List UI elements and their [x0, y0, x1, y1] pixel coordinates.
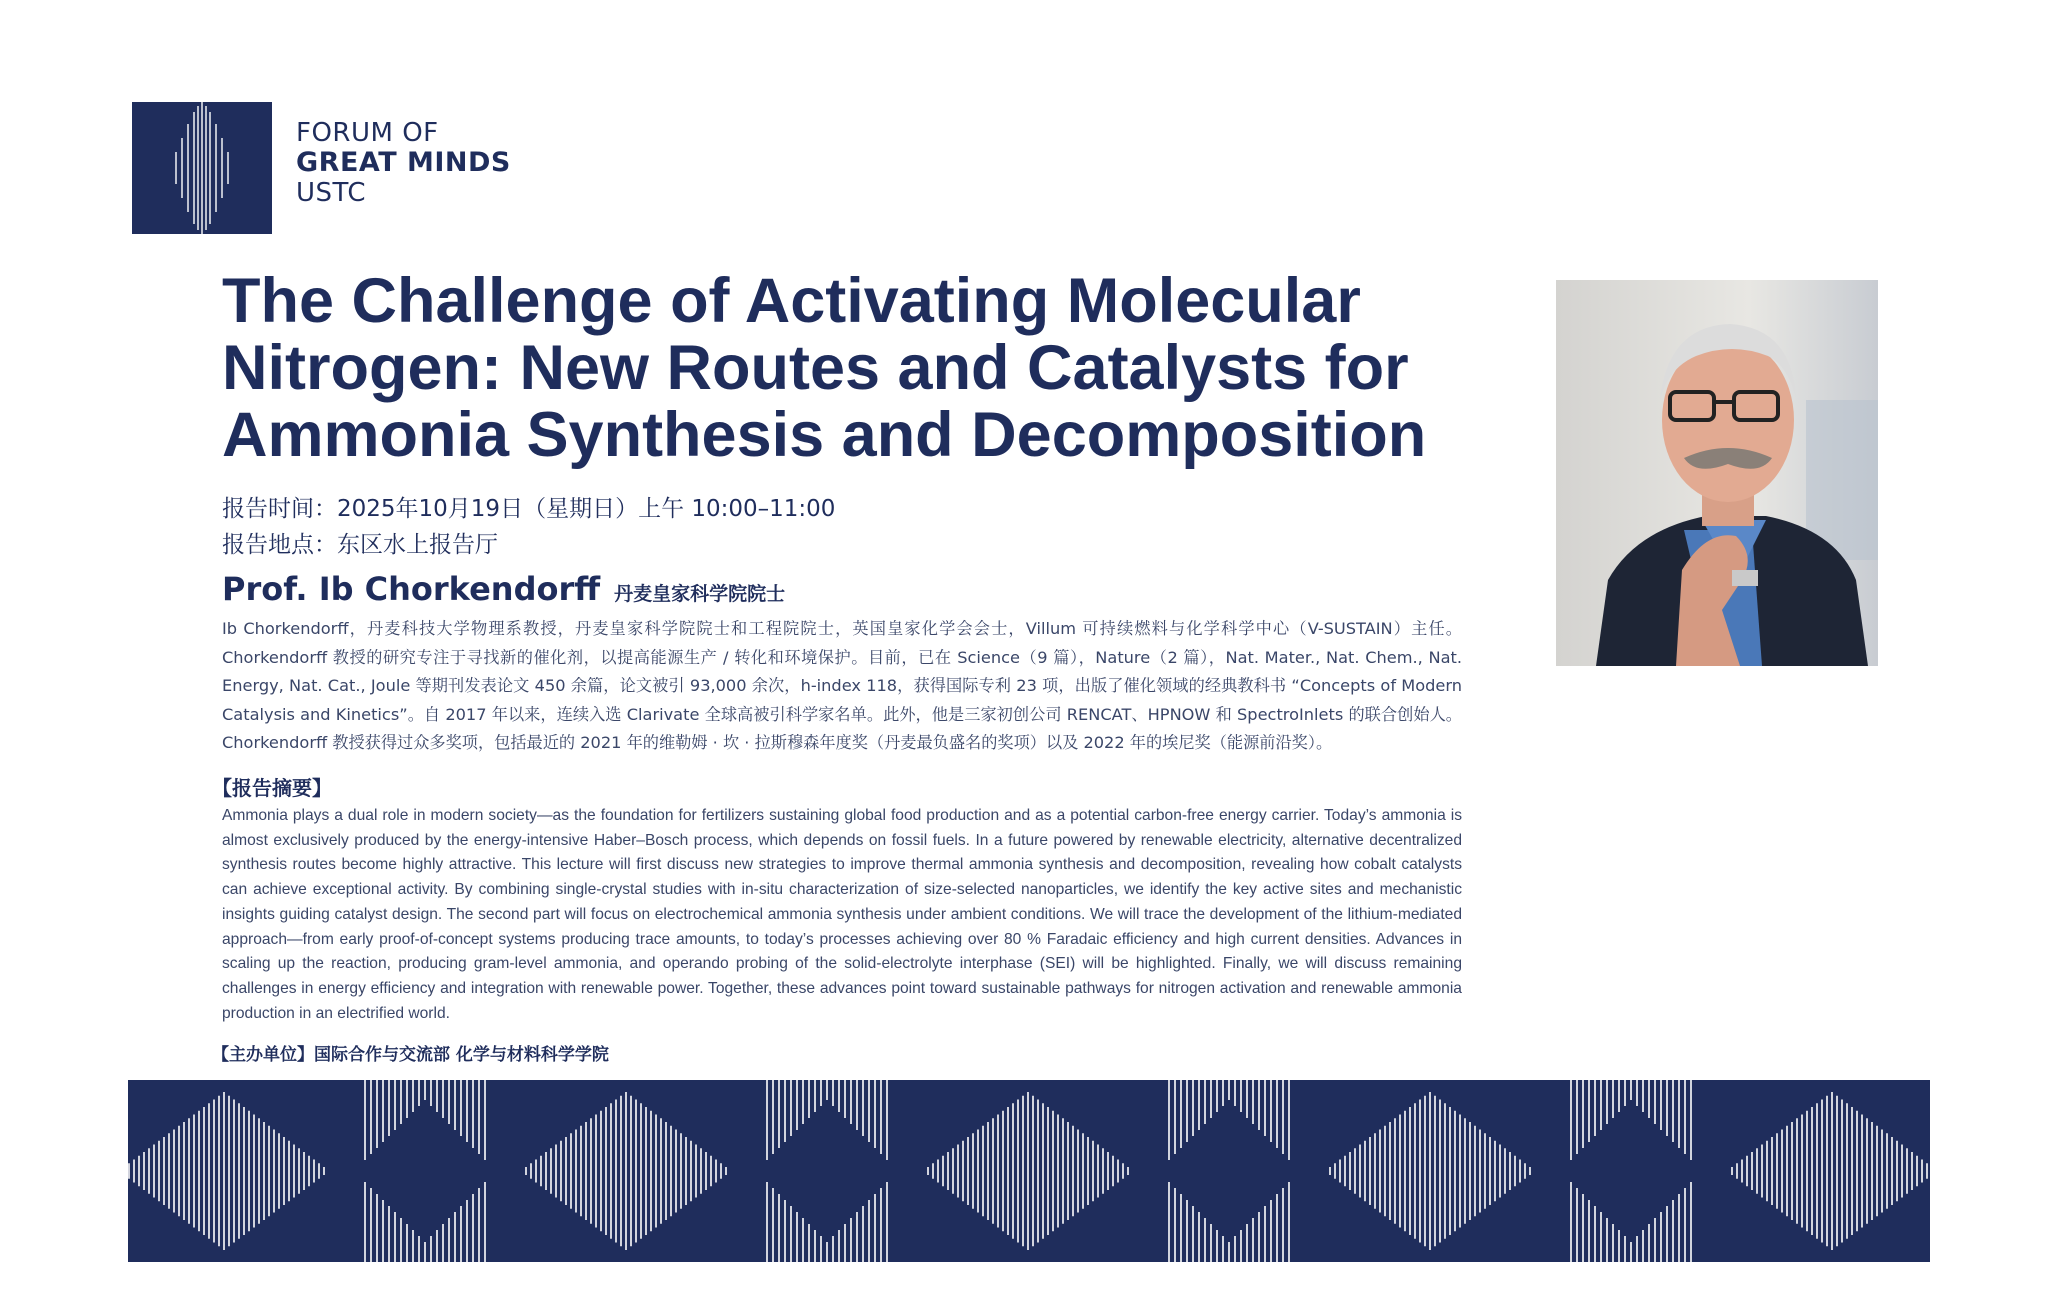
forum-logo-icon — [132, 102, 272, 234]
forum-wordmark — [296, 118, 511, 208]
event-location: 报告地点：东区水上报告厅 — [222, 532, 498, 558]
speaker-heading — [222, 570, 785, 608]
event-time: 报告时间：2025年10月19日（星期日）上午 10:00–11:00 — [222, 496, 836, 522]
speaker-name: Prof. Ib Chorkendorff — [222, 570, 601, 608]
abstract-text: Ammonia plays a dual role in modern society—as the foundation for fertilizers sustaining global food production and as a potential carbon-free energy carrier. Today’s ammonia is almost exclusively produced by the energy-intensive Haber–Bosch process, which depends on fossil fuels. In a future powered by renewable electricity, alternative decentralized synthesis routes become highly attractive. This lecture will first discuss new strategies to improve thermal ammonia synthesis and decomposition, revealing how cobalt catalysts can achieve exceptional activity. By combining single-crystal studies with in-situ characterization of size-selected nanoparticles, we identify the key active sites and mechanistic insights guiding catalyst design. The second part will focus on electrochemical ammonia synthesis under ambient conditions. We will trace the development of the lithium-mediated approach—from early proof-of-concept systems producing trace amounts, to today’s processes achieving over 80 % Faradaic efficiency and high current densities. Advances in scaling up the reaction, producing gram-level ammonia, and operando probing of the solid-electrolyte interphase (SEI) will be highlighted. Finally, we will discuss remaining challenges in energy efficiency and integration with renewable power. Together, these advances point toward sustainable pathways for nitrogen activation and renewable ammonia production in an electrified world. — [222, 807, 1462, 1022]
lecture-title: The Challenge of Activating Molecular Nitrogen: New Routes and Catalysts for Ammonia Synthesis and Decomposition — [222, 266, 1427, 470]
abstract-heading: 【报告摘要】 — [212, 776, 332, 800]
decorative-banner — [128, 1080, 1930, 1262]
organizer-line: 【主办单位】国际合作与交流部 化学与材料科学学院 — [212, 1045, 609, 1065]
speaker-bio: Ib Chorkendorff，丹麦科技大学物理系教授，丹麦皇家科学院院士和工程院院士，英国皇家化学会会士，Villum 可持续燃料与化学科学中心（V-SUSTAIN）主任。Chorkendorff 教授的研究专注于寻找新的催化剂，以提高能源生产 / 转化和环境保护。目前，已在 Science（9 篇），Nature（2 篇），Nat. Mater., Nat. Chem., Nat. Energy, Nat. Cat., Joule 等期刊发表论文 450 余篇，论文被引 93,000 余次，h-index 118，获得国际专利 23 项，出版了催化领域的经典教科书 “Concepts of Modern Catalysis and Kinetics”。自 2017 年以来，连续入选 Clarivate 全球高被引科学家名单。此外，他是三家初创公司 RENCAT、HPNOW 和 SpectroInlets 的联合创始人。Chorkendorff 教授获得过众多奖项，包括最近的 2021 年的维勒姆 · 坎 · 拉斯穆森年度奖（丹麦最负盛名的奖项）以及 2022 年的埃尼奖（能源前沿奖）。 — [222, 619, 1462, 753]
speaker-title: 丹麦皇家科学院院士 — [614, 583, 786, 605]
wordmark-line-2: GREAT MINDS — [296, 147, 511, 178]
speaker-photo — [1556, 280, 1878, 666]
wordmark-line-3: USTC — [296, 178, 367, 208]
wordmark-line-1: FORUM OF — [296, 118, 439, 148]
